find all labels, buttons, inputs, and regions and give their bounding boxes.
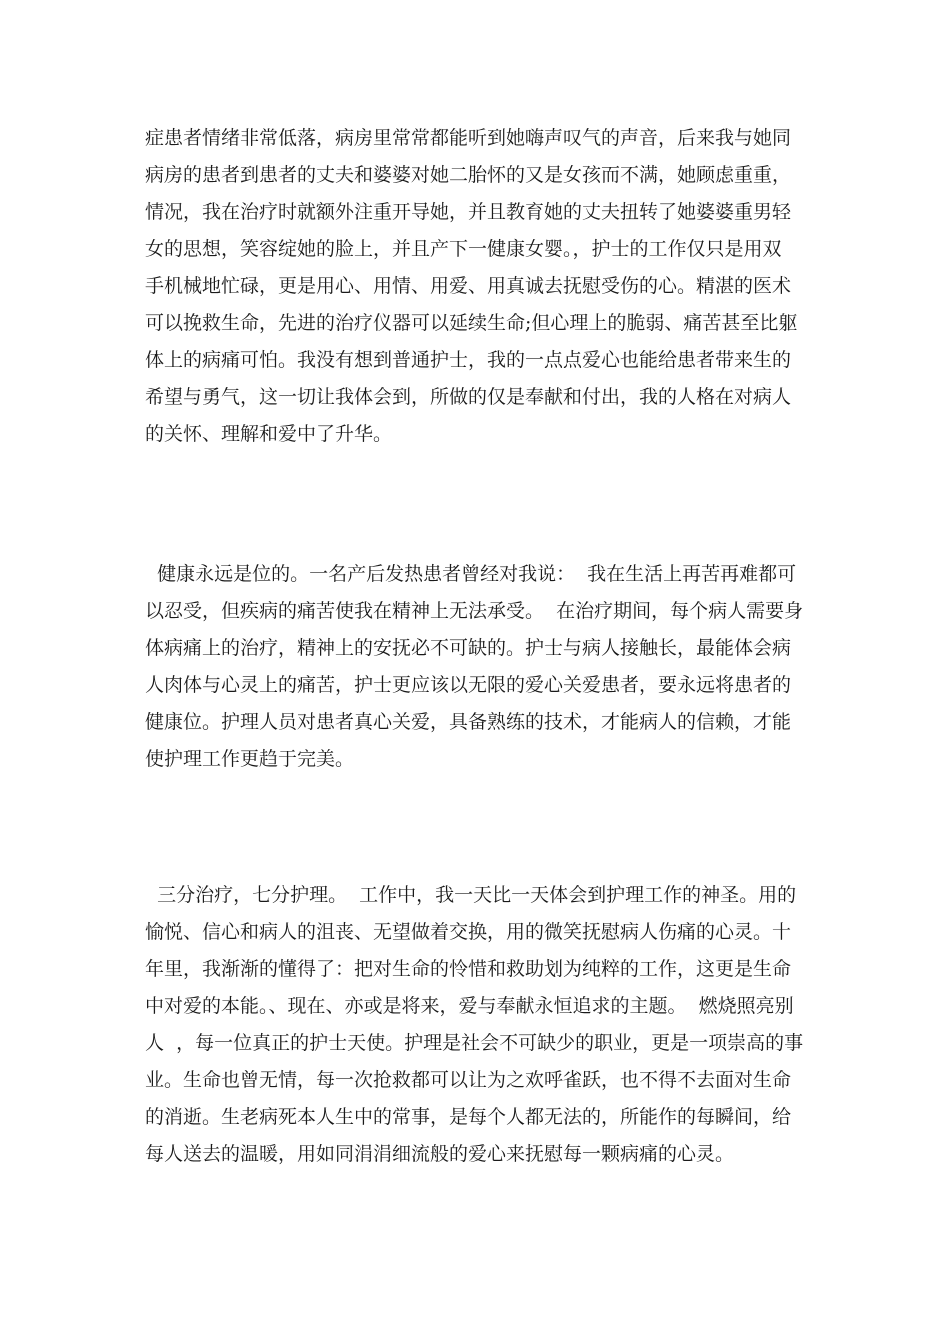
text-line: 中对爱的本能。、现在、亦或是将来，爱与奉献永恒追求的主题。 燃烧照亮别	[145, 995, 794, 1017]
text-line: 的关怀、理解和爱中了升华。	[145, 423, 393, 445]
text-line: 人 ，每一位真正的护士天使。护理是社会不可缺少的职业，更是一项崇高的事	[145, 1032, 804, 1054]
paragraph-2	[145, 556, 805, 778]
text-line: 使护理工作更趋于完美。	[145, 748, 355, 770]
text-line: 业。生命也曾无情，每一次抢救都可以让为之欢呼雀跃，也不得不去面对生命	[145, 1069, 792, 1091]
text-line: 症患者情绪非常低落，病房里常常都能听到她嗨声叹气的声音，后来我与她同	[145, 127, 792, 149]
text-line: 健康位。护理人员对患者真心关爱，具备熟练的技术，才能病人的信赖，才能	[145, 711, 792, 733]
text-line: 体上的病痛可怕。我没有想到普通护士，我的一点点爱心也能给患者带来生的	[145, 349, 792, 371]
text-line: 愉悦、信心和病人的沮丧、无望做着交换，用的微笑抚慰病人伤痛的心灵。十	[145, 921, 792, 943]
text-line: 可以挽救生命，先进的治疗仪器可以延续生命;但心理上的脆弱、痛苦甚至比躯	[145, 312, 798, 334]
text-line: 人肉体与心灵上的痛苦，护士更应该以无限的爱心关爱患者，要永远将患者的	[145, 674, 792, 696]
text-line: 的消逝。生老病死本人生中的常事，是每个人都无法的，所能作的每瞬间，给	[145, 1106, 792, 1128]
text-line: 情况，我在治疗时就额外注重开导她，并且教育她的丈夫扭转了她婆婆重男轻	[145, 201, 792, 223]
text-line: 病房的患者到患者的丈夫和婆婆对她二胎怀的又是女孩而不满，她顾虑重重，	[145, 164, 792, 186]
text-line: 三分治疗，七分护理。 工作中，我一天比一天体会到护理工作的神圣。用的	[145, 884, 797, 906]
text-line: 希望与勇气，这一切让我体会到，所做的仅是奉献和付出，我的人格在对病人	[145, 386, 792, 408]
text-line: 以忍受，但疾病的痛苦使我在精神上无法承受。 在治疗期间，每个病人需要身	[145, 600, 804, 622]
text-line: 年里，我渐渐的懂得了：把对生命的怜惜和救助划为纯粹的工作，这更是生命	[145, 958, 792, 980]
text-line: 每人送去的温暖，用如同涓涓细流般的爱心来抚慰每一颗病痛的心灵。	[145, 1143, 735, 1165]
text-line: 体病痛上的治疗，精神上的安抚必不可缺的。护士与病人接触长，最能体会病	[145, 637, 792, 659]
paragraph-1	[145, 120, 805, 453]
text-line: 健康永远是位的。一名产后发热患者曾经对我说： 我在生活上再苦再难都可	[145, 563, 797, 585]
text-line: 女的思想，笑容绽她的脸上，并且产下一健康女婴。，护士的工作仅只是用双	[145, 238, 782, 260]
paragraph-3	[145, 877, 805, 1173]
text-line: 手机械地忙碌，更是用心、用情、用爱、用真诚去抚慰受伤的心。精湛的医术	[145, 275, 792, 297]
